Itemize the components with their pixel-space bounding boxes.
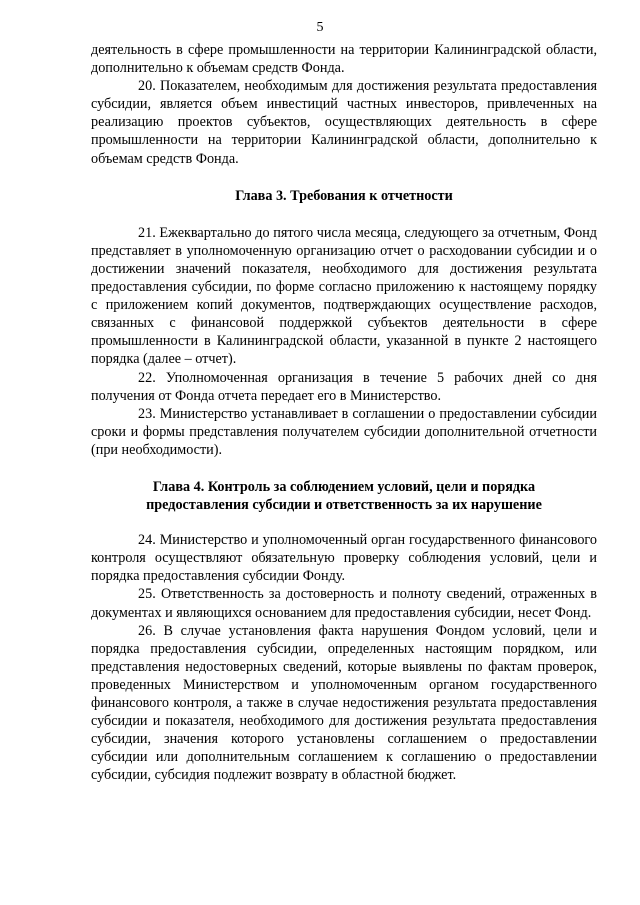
spacer bbox=[91, 168, 597, 187]
paragraph-24: 24. Министерство и уполномоченный орган государственного финансового контроля осуществляют обязательную проверку соблюдения условий, цели и порядка предоставления субсидии Фонду. bbox=[91, 532, 597, 585]
chapter-3-heading: Глава 3. Требования к отчетности bbox=[235, 187, 453, 204]
spacer bbox=[91, 459, 597, 478]
chapter-4-heading-line-2: предоставления субсидии и ответственность за их нарушение bbox=[146, 497, 542, 514]
paragraph-continuation: деятельность в сфере промышленности на территории Калининградской области, дополнительно к объемам средств Фонда. bbox=[91, 42, 597, 77]
page-number: 5 bbox=[316, 20, 324, 35]
chapter-4-heading-line-1: Глава 4. Контроль за соблюдением условий, цели и порядка bbox=[152, 478, 536, 495]
paragraph-26: 26. В случае установления факта нарушения Фондом условий, цели и порядка предоставления субсидии, определенных настоящим порядком, или представления недостоверных сведений, которые выявлены по фактам проверок, проведенных Министерством и уполномоченным органом государственного финансового контроля, а также в случае недостижения результата предоставления субсидии и показателя, необходимого для достижения результата предоставления субсидии, значения которого установлены соглашением о предоставлении субсидии или дополнительным соглашением к соглашению о предоставлении субсидии, субсидия подлежит возврату в областной бюджет. bbox=[91, 622, 597, 784]
paragraph-20: 20. Показателем, необходимым для достижения результата предоставления субсидии, является объем инвестиций частных инвесторов, привлеченных на реализацию проектов субъектов, осуществляющих деятельность в сфере промышленности на территории Калининградской области, дополнительно к объемам средств Фонда. bbox=[91, 78, 597, 167]
paragraph-25: 25. Ответственность за достоверность и полноту сведений, отраженных в документах и являющихся основанием для предоставления субсидии, несет Фонд. bbox=[91, 586, 597, 621]
paragraph-23: 23. Министерство устанавливает в соглашении о предоставлении субсидии сроки и формы представления получателем субсидии дополнительной отчетности (при необходимости). bbox=[91, 405, 597, 458]
paragraph-22: 22. Уполномоченная организация в течение 5 рабочих дней со дня получения от Фонда отчета передает его в Министерство. bbox=[91, 369, 597, 404]
paragraph-21: 21. Ежеквартально до пятого числа месяца, следующего за отчетным, Фонд представляет в уполномоченную организацию отчет о расходовании субсидии и о достижении значений показателя, необходимого для достижения результата предоставления субсидии, по форме согласно приложению к настоящему порядку с приложением копий документов, подтверждающих осуществление расходов, связанных с финансовой поддержкой субъектов деятельности в сфере промышленности в Калининградской области, указанной в пункте 2 настоящего порядка (далее – отчет). bbox=[91, 224, 597, 368]
spacer bbox=[91, 514, 597, 531]
spacer bbox=[91, 205, 597, 224]
document-body bbox=[91, 41, 597, 784]
